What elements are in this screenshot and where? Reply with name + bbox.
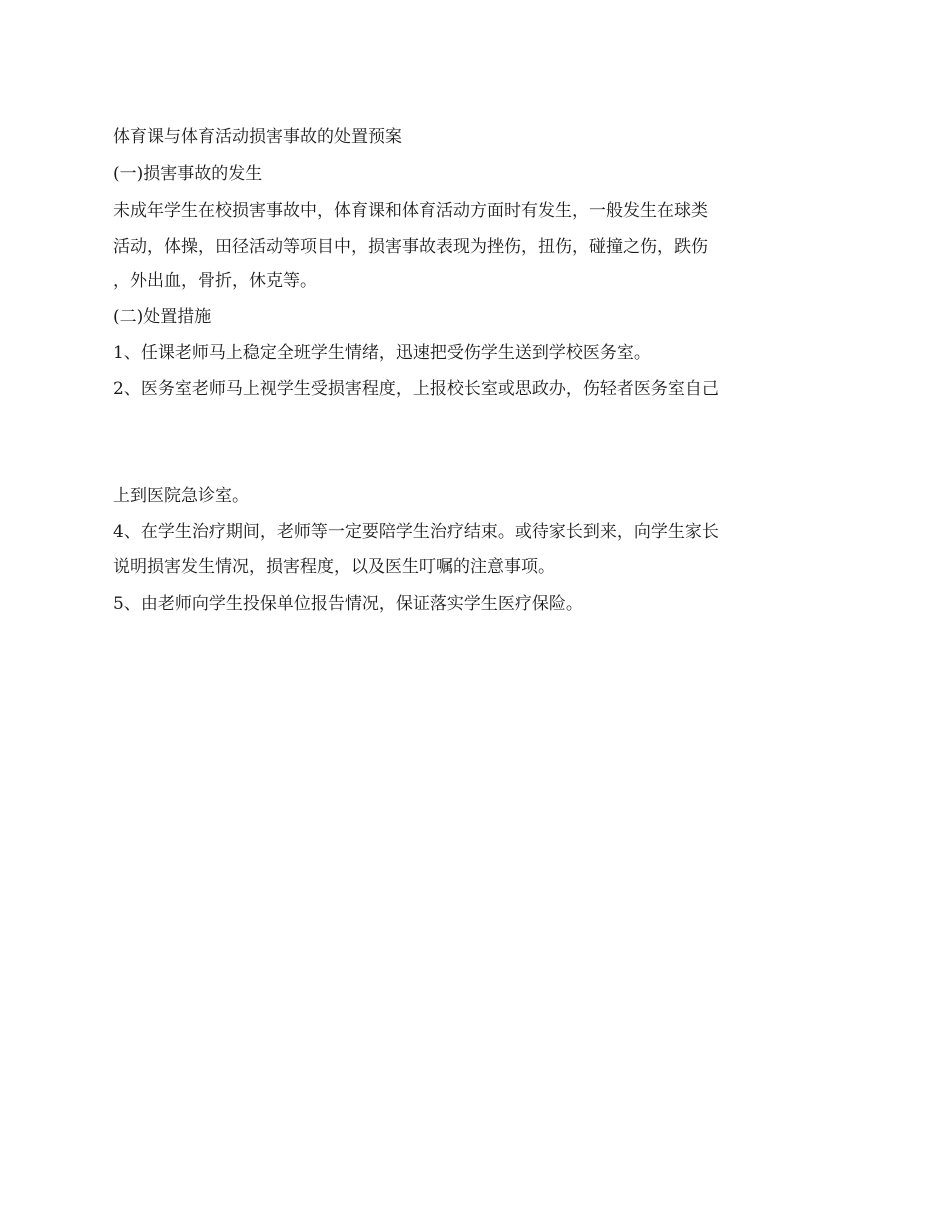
measure-item-2: 2、医务室老师马上视学生受损害程度，上报校长室或思政办，伤轻者医务室自己: [113, 379, 719, 399]
continuation-line: 上到医院急诊室。: [113, 486, 249, 506]
section-heading-measures: (二)处置措施: [113, 307, 212, 327]
paragraph-line: 未成年学生在校损害事故中，体育课和体育活动方面时有发生，一般发生在球类: [113, 201, 708, 221]
document-title: 体育课与体育活动损害事故的处置预案: [113, 127, 402, 147]
measure-item-4-line: 说明损害发生情况，损害程度，以及医生叮嘱的注意事项。: [113, 557, 555, 577]
paragraph-line: ，外出血，骨折，休克等。: [113, 271, 317, 291]
paragraph-line: 活动，体操，田径活动等项目中，损害事故表现为挫伤，扭伤，碰撞之伤，跌伤: [113, 237, 708, 257]
measure-item-5: 5、由老师向学生投保单位报告情况，保证落实学生医疗保险。: [113, 594, 583, 614]
measure-item-1: 1、任课老师马上稳定全班学生情绪，迅速把受伤学生送到学校医务室。: [113, 343, 651, 363]
measure-item-4-line: 4、在学生治疗期间，老师等一定要陪学生治疗结束。或待家长到来，向学生家长: [113, 522, 719, 542]
section-heading-occurrence: (一)损害事故的发生: [113, 164, 263, 184]
